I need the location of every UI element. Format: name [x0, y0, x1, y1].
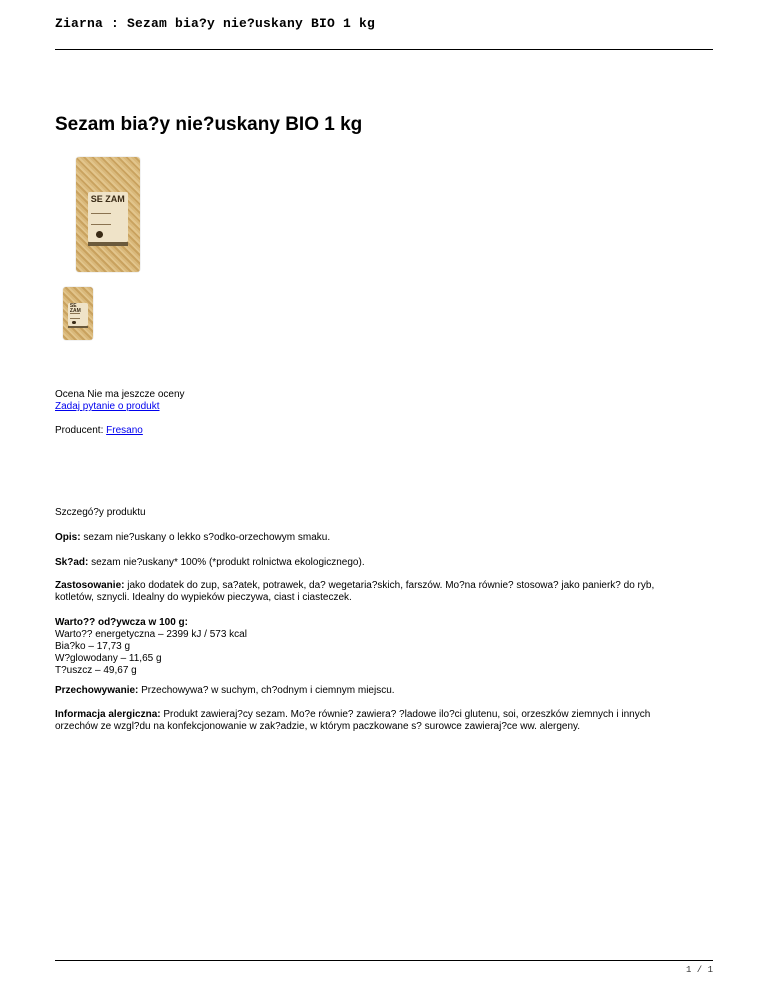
zastosowanie-text-cont: kotletów, sznycli. Idealny do wypieków pieczywa, ciast i ciasteczek.: [55, 592, 352, 603]
alergie-text: Produkt zawieraj?cy sezam. Mo?e równie? zawiera? ?ladowe ilo?ci glutenu, soi, orzeszków ziemnych i innych: [160, 709, 651, 720]
nutrition-protein: Bia?ko – 17,73 g: [55, 641, 131, 652]
package-band: [68, 326, 87, 328]
description-sklad: [55, 557, 715, 569]
description-alergie: [55, 709, 715, 733]
producer-link[interactable]: Fresano: [106, 425, 143, 436]
ask-question-line: [55, 401, 715, 413]
package-band: [88, 242, 129, 245]
package-label: [88, 192, 129, 243]
nutrition-block: [55, 617, 715, 677]
package-label-lines: [91, 213, 111, 225]
przechowywanie-label: Przechowywanie:: [55, 685, 139, 696]
brand-logo-icon: [96, 231, 103, 238]
sklad-label: Sk?ad:: [55, 557, 89, 568]
product-title: Sezam bia?y nie?uskany BIO 1 kg: [55, 114, 363, 135]
opis-text: sezam nie?uskany o lekko s?odko-orzechowym smaku.: [80, 532, 331, 543]
alergie-text-cont: orzechów ze wzgl?du na konfekcjonowanie w zak?adzie, w którym paczkowane s? surowce zawieraj?ce ww. alergeny.: [55, 721, 581, 732]
page-number: 1 / 1: [685, 965, 713, 975]
zastosowanie-text: jako dodatek do zup, sa?atek, potrawek, da? wegetaria?skich, farszów. Mo?na równie? stosowa? jako panierk? do ryb,: [124, 580, 655, 591]
brand-logo-icon: [72, 321, 75, 324]
rating-label: Ocena: [55, 389, 85, 400]
product-image[interactable]: [76, 157, 140, 272]
nutrition-carbs: W?glowodany – 11,65 g: [55, 653, 162, 664]
package-label-lines: [70, 313, 80, 320]
package-label-text: SE ZAM: [90, 193, 125, 204]
header-divider: [55, 49, 713, 50]
footer-divider: [55, 960, 713, 961]
rating-value: Nie ma jeszcze oceny: [87, 389, 185, 400]
nutrition-energy: Warto?? energetyczna – 2399 kJ / 573 kcal: [55, 629, 247, 640]
nutrition-fat: T?uszcz – 49,67 g: [55, 665, 137, 676]
description-opis: [55, 532, 715, 544]
document-header-title: Ziarna : Sezam bia?y nie?uskany BIO 1 kg: [55, 16, 376, 31]
details-heading: Szczegó?y produktu: [55, 507, 146, 518]
description-zastosowanie: [55, 580, 715, 604]
description-przechowywanie: [55, 685, 715, 697]
sklad-text: sezam nie?uskany* 100% (*produkt rolnictwa ekologicznego).: [88, 557, 365, 568]
product-thumbnail[interactable]: [63, 287, 93, 340]
alergie-label: Informacja alergiczna:: [55, 709, 161, 720]
producer-line: [55, 425, 715, 437]
przechowywanie-text: Przechowywa? w suchym, ch?odnym i ciemnym miejscu.: [138, 685, 395, 696]
opis-label: Opis:: [55, 532, 81, 543]
rating-line: [55, 389, 715, 401]
nutrition-label: Warto?? od?ywcza w 100 g:: [55, 617, 188, 628]
zastosowanie-label: Zastosowanie:: [55, 580, 125, 591]
producer-label: Producent:: [55, 425, 104, 436]
ask-question-link[interactable]: Zadaj pytanie o produkt: [55, 401, 160, 412]
package-label: [68, 303, 87, 326]
package-label-text: SE ZAM: [69, 303, 81, 315]
